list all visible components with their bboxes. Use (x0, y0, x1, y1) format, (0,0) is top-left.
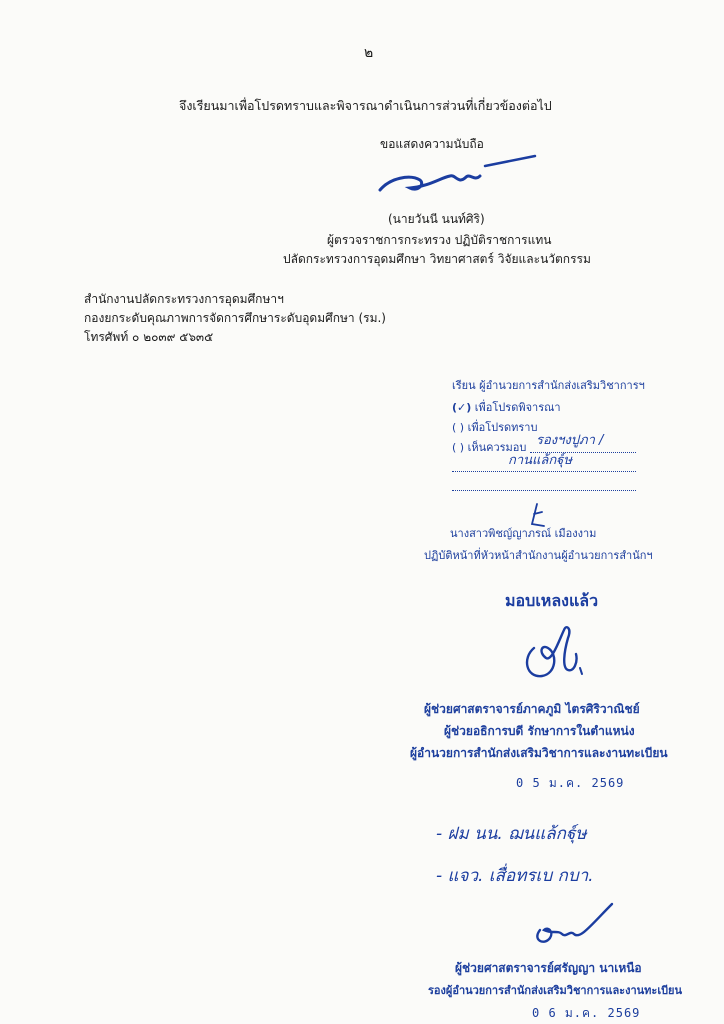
memo-to: เรียน ผู้อำนวยการสำนักส่งเสริมวิชาการฯ (452, 379, 645, 392)
memo-dotted-line-3 (452, 490, 636, 491)
memo-dotted-line-2 (452, 471, 636, 472)
approval2-signature (528, 900, 618, 950)
approval1-position-2: ผู้อำนวยการสำนักส่งเสริมวิชาการและงานทะเบียน (410, 746, 668, 760)
memo-option-1: (✓) เพื่อโปรดพิจารณา (452, 401, 561, 414)
note-line-1: - ฝม นน. ฌนแล้กฐุ์ษ (436, 824, 587, 844)
signer-position-2: ปลัดกระทรวงการอุดมศึกษา วิทยาศาสตร์ วิจัยและนวัตกรรม (283, 252, 591, 266)
signer-name: (นายวันนี นนท์ศิริ) (388, 212, 485, 226)
approval-handwritten: มอบเหลงแล้ว (505, 591, 599, 610)
respect-line: ขอแสดงความนับถือ (380, 137, 484, 151)
office-line-2: กองยกระดับคุณภาพการจัดการศึกษาระดับอุดมศึกษา (รม.) (84, 311, 386, 325)
approval2-date-stamp: 0 6 ม.ค. 2569 (532, 1006, 641, 1020)
office-phone: โทรศัพท์ ๐ ๒๐๓๙ ๕๖๓๕ (84, 330, 214, 344)
note-line-2: - แจว. เสื่อทรเบ กบา. (436, 866, 594, 886)
memo-officer-position: ปฏิบัติหน้าที่หัวหน้าสำนักงานผู้อำนวยการสำนักฯ (424, 549, 653, 562)
memo-option-2: ( ) เพื่อโปรดทราบ (452, 421, 538, 434)
approval1-position-1: ผู้ช่วยอธิการบดี รักษาการในตำแหน่ง (444, 724, 635, 738)
request-line: จึงเรียนมาเพื่อโปรดทราบและพิจารณาดำเนินการส่วนที่เกี่ยวข้องต่อไป (179, 98, 552, 113)
approval2-name: ผู้ช่วยศาสตราจารย์ศรัญญา นาเหนือ (455, 961, 642, 975)
page-number: ๒ (364, 45, 374, 61)
signer-position-1: ผู้ตรวจราชการกระทรวง ปฏิบัติราชการแทน (327, 233, 552, 247)
approval1-name: ผู้ช่วยศาสตราจารย์ภาคภูมิ ไตรศิริวาณิชย์ (424, 702, 640, 716)
approval2-position: รองผู้อำนวยการสำนักส่งเสริมวิชาการและงานทะเบียน (428, 984, 683, 997)
check-mark-icon: (✓) (452, 401, 472, 414)
approval-signature (512, 618, 592, 688)
memo-officer-name: นางสาวพิชญ์ญาภรณ์ เมืองงาม (450, 527, 597, 540)
memo-handwritten-1: รองฯงปูภา / (536, 433, 604, 448)
office-line-1: สำนักงานปลัดกระทรวงการอุดมศึกษาฯ (84, 292, 284, 306)
signature-image (370, 148, 540, 200)
approval1-date-stamp: 0 5 ม.ค. 2569 (516, 776, 625, 790)
memo-handwritten-2: กานแล้กฐุ์ษ (508, 453, 573, 468)
memo-option-3: ( ) เห็นควรมอบ (452, 441, 527, 454)
